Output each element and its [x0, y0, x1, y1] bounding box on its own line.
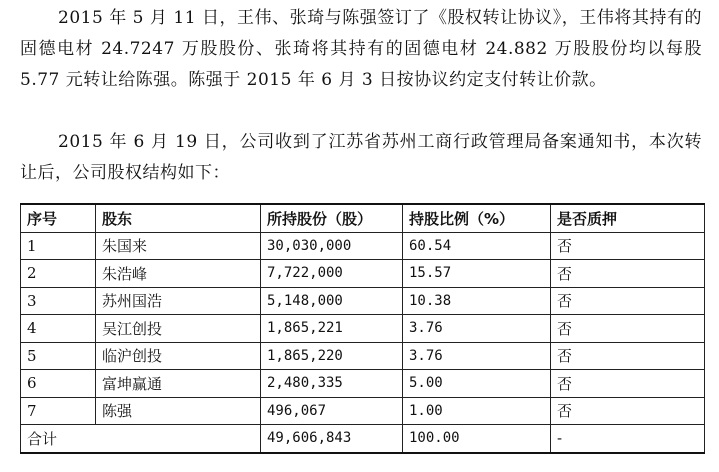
table-row	[21, 232, 705, 260]
header-shareholder: 股东	[96, 204, 261, 232]
total-shareholding-ratio: 100.00	[403, 425, 551, 453]
cell-shares-held: 496,067	[261, 397, 403, 425]
cell-serial-number: 5	[21, 342, 96, 370]
cell-serial-number: 3	[21, 287, 96, 315]
cell-shares-held: 1,865,221	[261, 315, 403, 343]
cell-shareholding-ratio: 10.38	[403, 287, 551, 315]
cell-shares-held: 2,480,335	[261, 370, 403, 398]
table-row	[21, 315, 705, 343]
cell-pledged: 否	[551, 315, 705, 343]
cell-shareholder: 朱国来	[96, 232, 261, 260]
cell-shareholding-ratio: 3.76	[403, 315, 551, 343]
cell-pledged: 否	[551, 397, 705, 425]
header-serial-number: 序号	[21, 204, 96, 232]
paragraph-registration-notice: 2015 年 6 月 19 日，公司收到了江苏省苏州工商行政管理局备案通知书，本次转让后，公司股权结构如下：	[20, 132, 702, 183]
header-shareholding-ratio: 持股比例（%）	[403, 204, 551, 232]
cell-shareholder: 苏州国浩	[96, 287, 261, 315]
cell-serial-number: 6	[21, 370, 96, 398]
cell-shareholding-ratio: 15.57	[403, 260, 551, 288]
cell-shares-held: 30,030,000	[261, 232, 403, 260]
cell-shareholder: 吴江创投	[96, 315, 261, 343]
cell-pledged: 否	[551, 232, 705, 260]
total-pledged: -	[551, 425, 705, 453]
cell-pledged: 否	[551, 342, 705, 370]
cell-pledged: 否	[551, 260, 705, 288]
cell-shares-held: 1,865,220	[261, 342, 403, 370]
total-shares-held: 49,606,843	[261, 425, 403, 453]
cell-shareholder: 临沪创投	[96, 342, 261, 370]
cell-shareholding-ratio: 3.76	[403, 342, 551, 370]
cell-pledged: 否	[551, 287, 705, 315]
table-row	[21, 370, 705, 398]
table-row	[21, 260, 705, 288]
total-label: 合计	[21, 425, 261, 453]
shareholding-structure-table	[20, 203, 705, 454]
paragraph-share-transfer-agreement: 2015 年 5 月 11 日，王伟、张琦与陈强签订了《股权转让协议》，王伟将其持有的固德电材 24.7247 万股股份、张琦将其持有的固德电材 24.882 万股股份均以每股 5.77 元转让给陈强。陈强于 2015 年 6 月 3 日按协议约定支付转让价款。	[20, 8, 702, 90]
cell-shareholder: 朱浩峰	[96, 260, 261, 288]
header-pledged: 是否质押	[551, 204, 705, 232]
cell-shares-held: 5,148,000	[261, 287, 403, 315]
header-shares-held: 所持股份（股）	[261, 204, 403, 232]
cell-shareholding-ratio: 60.54	[403, 232, 551, 260]
cell-shareholding-ratio: 1.00	[403, 397, 551, 425]
cell-shareholder: 陈强	[96, 397, 261, 425]
table-header-row	[21, 204, 705, 232]
cell-serial-number: 1	[21, 232, 96, 260]
cell-shareholder: 富坤赢通	[96, 370, 261, 398]
table-row	[21, 342, 705, 370]
cell-pledged: 否	[551, 370, 705, 398]
table-row	[21, 287, 705, 315]
table-total-row	[21, 425, 705, 453]
table-row	[21, 397, 705, 425]
cell-serial-number: 4	[21, 315, 96, 343]
cell-shareholding-ratio: 5.00	[403, 370, 551, 398]
cell-shares-held: 7,722,000	[261, 260, 403, 288]
cell-serial-number: 7	[21, 397, 96, 425]
cell-serial-number: 2	[21, 260, 96, 288]
